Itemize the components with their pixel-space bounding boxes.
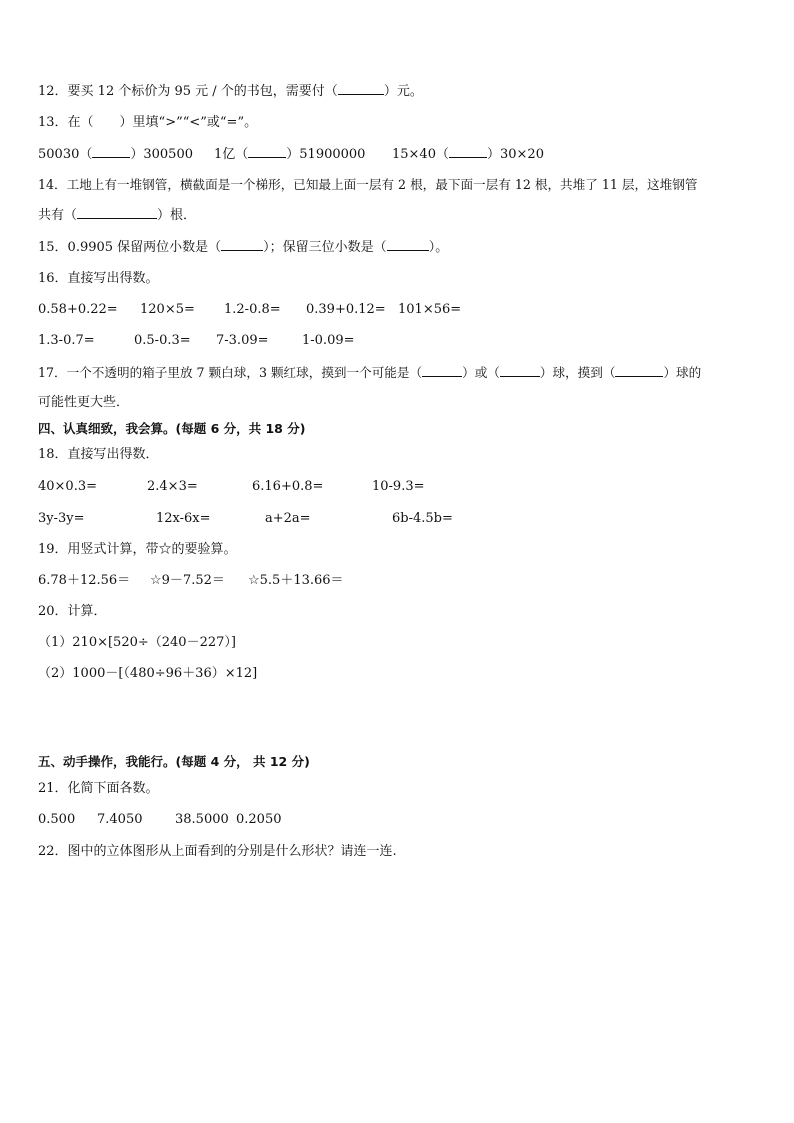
question-14: 14．工地上有一堆钢管，横截面是一个梯形，已知最上面一层有 2 根，最下面一层有 12 根，共堆了 11 层，这堆钢管 (38, 177, 698, 192)
question-14-cont: 共有（ ）根． (38, 208, 197, 223)
answer-blank[interactable] (92, 145, 130, 158)
expression: 7-3.09= (216, 333, 269, 348)
question-15: 15．0.9905 保留两位小数是（ ）；保留三位小数是（ ）。 (38, 240, 449, 255)
expression: 0.58+0.22= (38, 302, 118, 317)
number-item: 0.2050 (236, 812, 282, 827)
expression: 12x-6x= (156, 511, 211, 526)
expression: 6b-4.5b= (392, 511, 453, 526)
compare-item: 1亿（ ）51900000 (214, 147, 366, 162)
answer-blank[interactable] (387, 238, 429, 251)
question-16: 16．直接写出得数。 (38, 271, 159, 286)
number-item: 0.500 (38, 812, 76, 827)
question-13: 13．在（ ）里填“>”“<”或“=”。 (38, 115, 258, 130)
expression: 1.3-0.7= (38, 333, 95, 348)
section-heading-5: 五、动手操作，我能行。(每题 4 分， 共 12 分) (38, 754, 310, 769)
question-19: 19．用竖式计算，带☆的要验算。 (38, 542, 237, 557)
answer-blank[interactable] (77, 206, 157, 219)
expression: 0.5-0.3= (134, 333, 191, 348)
expression: 10-9.3= (372, 479, 425, 494)
expression: ☆9－7.52＝ (150, 573, 225, 588)
expression: 3y-3y= (38, 511, 85, 526)
question-18: 18．直接写出得数． (38, 447, 159, 462)
expression: 6.78＋12.56＝ (38, 573, 131, 588)
answer-blank[interactable] (338, 82, 384, 95)
expression: 1-0.09= (302, 333, 355, 348)
question-21: 21．化简下面各数。 (38, 781, 159, 796)
expression: 0.39+0.12= (306, 302, 386, 317)
expression: 101×56= (398, 302, 462, 317)
expression: 2.4×3= (147, 479, 198, 494)
number-item: 38.5000 (175, 812, 229, 827)
expression: a+2a= (265, 511, 311, 526)
question-12 (38, 82, 423, 101)
compare-item: 15×40（ ）30×20 (392, 147, 544, 162)
expression: 120×5= (140, 302, 195, 317)
expression: 6.16+0.8= (252, 479, 324, 494)
answer-blank[interactable] (615, 364, 663, 377)
answer-blank[interactable] (422, 364, 462, 377)
question-17-cont: 可能性更大些． (38, 395, 130, 410)
answer-blank[interactable] (248, 145, 286, 158)
answer-blank[interactable] (449, 145, 487, 158)
question-20-part-2: （2）1000－[（480÷96＋36）×12] (38, 666, 258, 681)
question-20: 20．计算． (38, 604, 107, 619)
question-12-text: 12．要买 12 个标价为 95 元 / 个的书包，需要付（ (38, 84, 338, 99)
expression: 40×0.3= (38, 479, 98, 494)
expression: ☆5.5＋13.66＝ (248, 573, 344, 588)
answer-blank[interactable] (500, 364, 540, 377)
number-item: 7.4050 (97, 812, 143, 827)
answer-blank[interactable] (221, 238, 263, 251)
expression: 1.2-0.8= (224, 302, 281, 317)
question-17: 17．一个不透明的箱子里放 7 颗白球，3 颗红球，摸到一个可能是（ ）或（ ）球，摸到（ ）球的 (38, 365, 702, 380)
question-20-part-1: （1）210×[520÷（240－227）] (38, 635, 236, 650)
question-22: 22．图中的立体图形从上面看到的分别是什么形状？请连一连. (38, 844, 397, 859)
compare-item: 50030（ ）300500 (38, 147, 193, 162)
section-heading-4: 四、认真细致，我会算。(每题 6 分，共 18 分) (38, 421, 306, 436)
question-12-text-end: ）元。 (383, 84, 423, 99)
